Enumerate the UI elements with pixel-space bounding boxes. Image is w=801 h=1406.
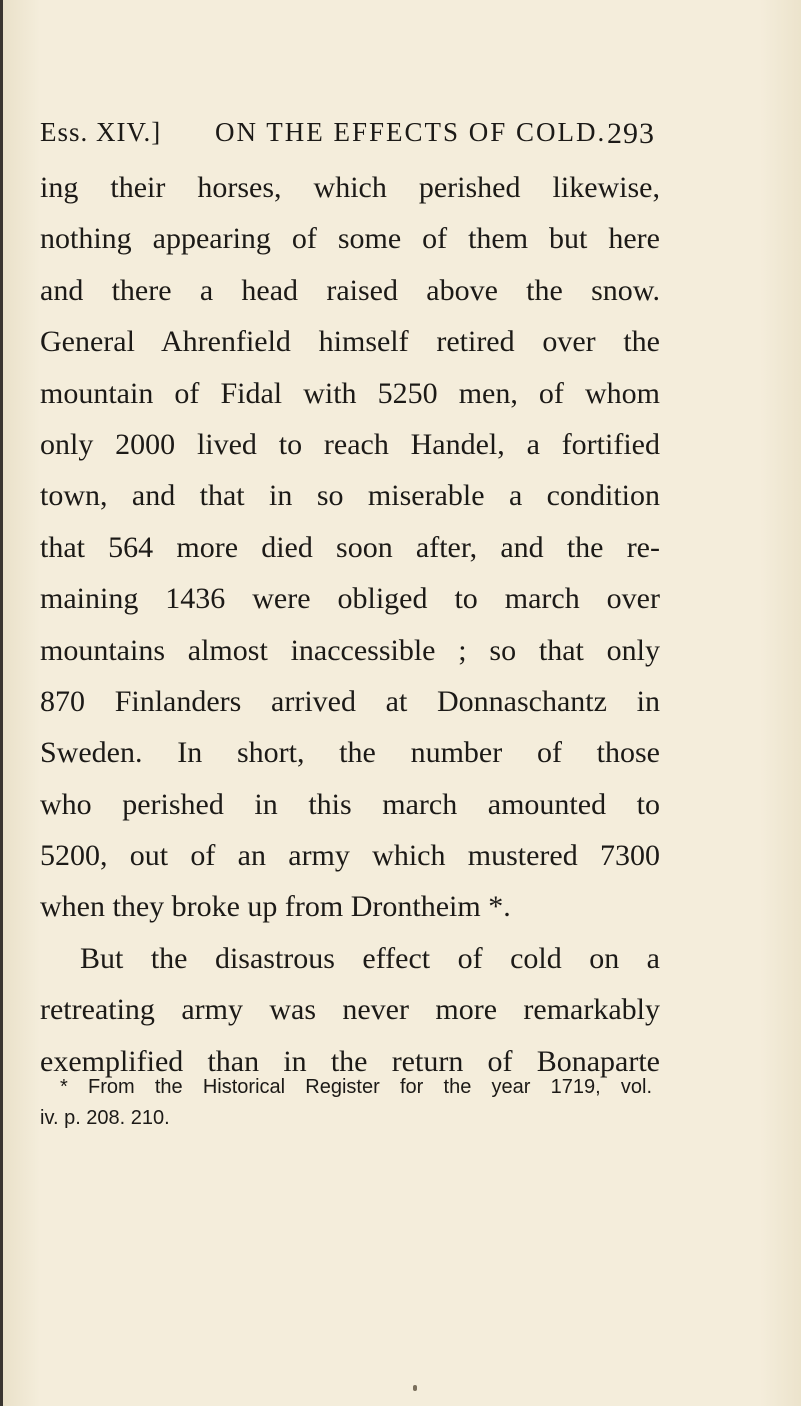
text-line: 870 Finlanders arrived at Donnaschantz in [40, 684, 660, 718]
text-line: nothing appearing of some of them but here [40, 222, 660, 256]
footnote [40, 1072, 652, 1134]
running-header [40, 117, 655, 153]
footnote-line: * From the Historical Register for the year 1719, vol. [60, 1076, 652, 1098]
text-line: who perished in this march amounted to [40, 787, 660, 821]
paragraph-start-line: But the disastrous effect of cold on a [80, 941, 660, 975]
text-line: General Ahrenfield himself retired over the [40, 325, 660, 359]
text-line: that 564 more died soon after, and the re- [40, 530, 660, 564]
footnote-line: iv. p. 208. 210. [40, 1107, 170, 1129]
text-line: and there a head raised above the snow. [40, 273, 660, 307]
running-title: ON THE EFFECTS OF COLD. [215, 117, 607, 147]
text-line: only 2000 lived to reach Handel, a fortified [40, 427, 660, 461]
text-line: maining 1436 were obliged to march over [40, 582, 660, 616]
text-line: ing their horses, which perished likewise, [40, 171, 660, 204]
text-line: mountains almost inaccessible ; so that only [40, 633, 660, 667]
page-number: 293 [607, 117, 655, 150]
text-line: Sweden. In short, the number of those [40, 736, 660, 770]
body-text [40, 162, 660, 1087]
page-edge [0, 0, 3, 1406]
text-line: town, and that in so miserable a condition [40, 479, 660, 513]
text-line: retreating army was never more remarkably [40, 993, 660, 1027]
text-line: exemplified than in the return of Bonaparte [40, 1044, 660, 1078]
print-speck [413, 1385, 417, 1391]
essay-reference: Ess. XIV.] [40, 117, 162, 147]
text-line: mountain of Fidal with 5250 men, of whom [40, 376, 660, 410]
text-line: 5200, out of an army which mustered 7300 [40, 839, 660, 873]
text-line: when they broke up from Drontheim *. [40, 890, 511, 924]
